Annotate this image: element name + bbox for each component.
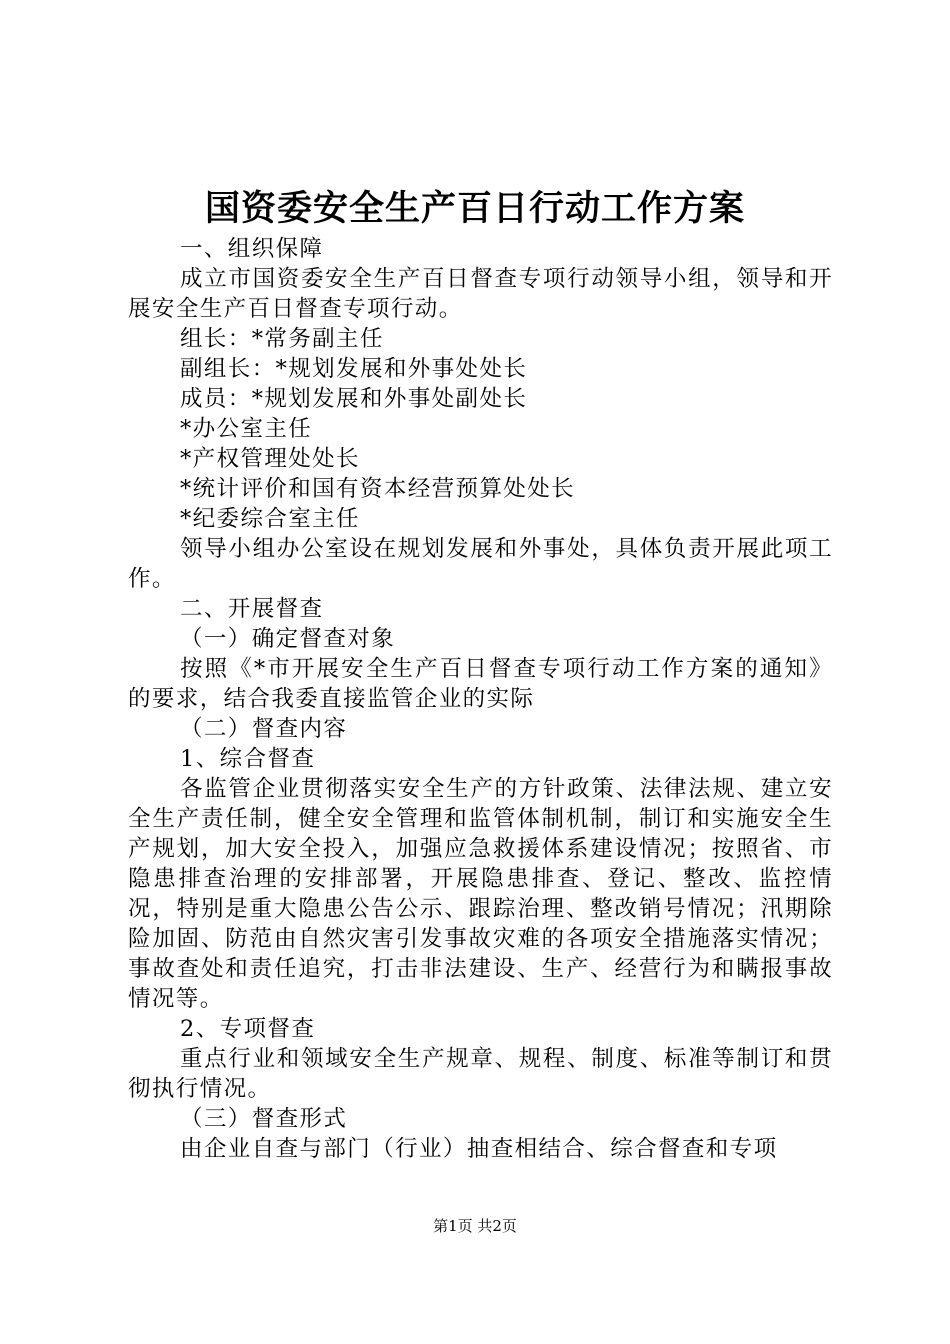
paragraph: （一）确定督查对象 — [180, 626, 396, 652]
paragraph: 成立市国资委安全生产百日督查专项行动领导小组，领导和开展安全生产百日督查专项行动。 — [128, 266, 833, 322]
document-body — [128, 234, 833, 1164]
paragraph: 组长：*常务副主任 — [180, 326, 384, 352]
paragraph: 各监管企业贯彻落实安全生产的方针政策、法律法规、建立安全生产责任制，健全安全管理和监管体制机制，制订和实施安全生产规划，加大安全投入，加强应急救援体系建设情况；按照省、市隐患排查治理的安排部署，开展隐患排查、登记、整改、监控情况，特别是重大隐患公告公示、跟踪治理、整改销号情况；汛期除险加固、防范由自然灾害引发事故灾难的各项安全措施落实情况；事故查处和责任追究，打击非法建设、生产、经营行为和瞒报事故情况等。 — [128, 776, 833, 1012]
paragraph: 由企业自查与部门（行业）抽查相结合、综合督查和专项 — [180, 1136, 778, 1162]
paragraph-section-1: 一、组织保障 — [180, 236, 324, 262]
paragraph: *产权管理处处长 — [180, 446, 360, 472]
paragraph: （二）督查内容 — [180, 716, 348, 742]
paragraph: 副组长：*规划发展和外事处处长 — [180, 356, 528, 382]
paragraph: 成员：*规划发展和外事处副处长 — [180, 386, 528, 412]
paragraph-section-2: 二、开展督查 — [180, 596, 324, 622]
paragraph: 领导小组办公室设在规划发展和外事处，具体负责开展此项工作。 — [128, 536, 833, 592]
paragraph: 按照《*市开展安全生产百日督查专项行动工作方案的通知》的要求，结合我委直接监管企业的实际 — [128, 656, 833, 712]
paragraph: （三）督查形式 — [180, 1106, 348, 1132]
paragraph: 1、综合督查 — [180, 746, 316, 772]
paragraph: 重点行业和领域安全生产规章、规程、制度、标准等制订和贯彻执行情况。 — [128, 1046, 833, 1102]
paragraph: *办公室主任 — [180, 416, 313, 442]
paragraph: 2、专项督查 — [180, 1016, 316, 1042]
document-title: 国资委安全生产百日行动工作方案 — [204, 188, 745, 229]
page-footer: 第1页 共2页 — [433, 1217, 517, 1235]
paragraph: *统计评价和国有资本经营预算处处长 — [180, 476, 576, 502]
paragraph: *纪委综合室主任 — [180, 506, 360, 532]
